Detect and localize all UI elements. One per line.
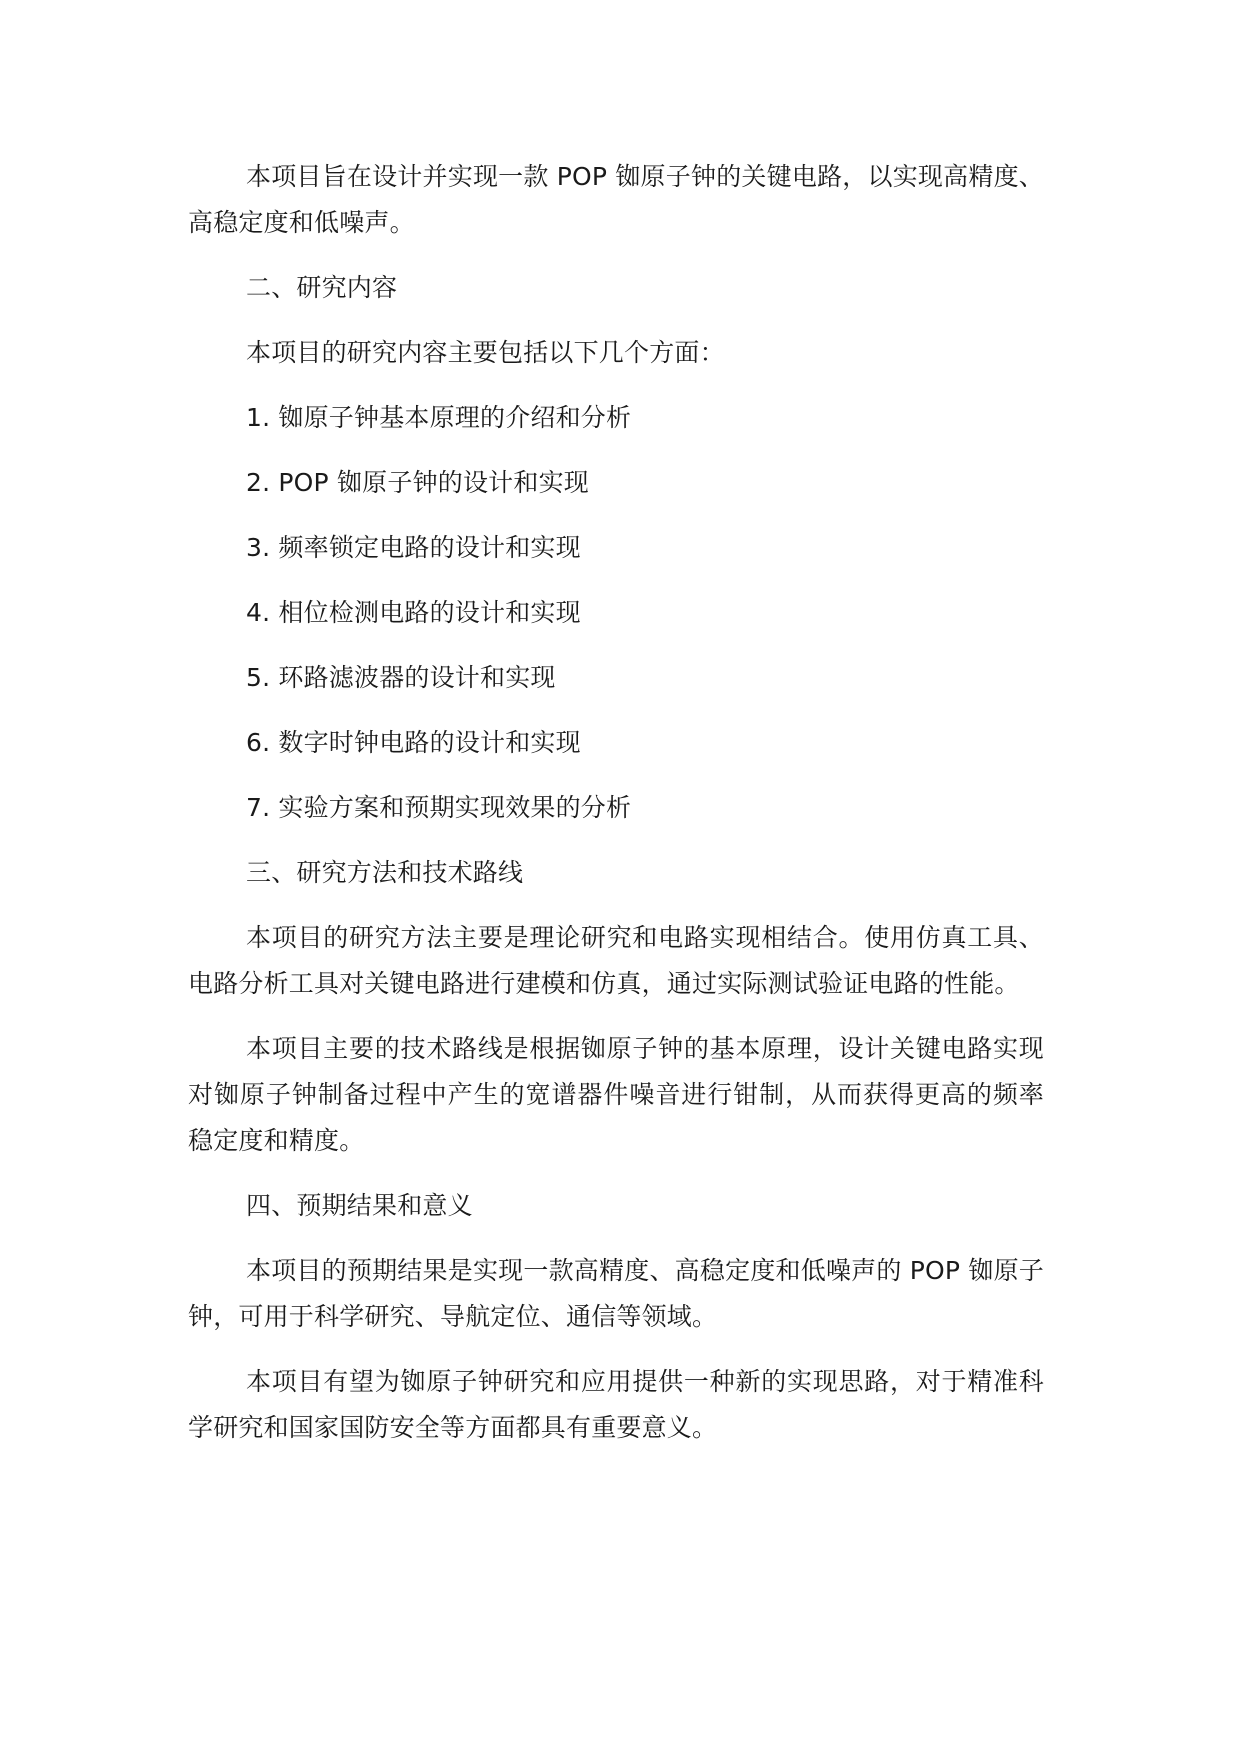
list-item-6: 6. 数字时钟电路的设计和实现: [246, 728, 581, 757]
list-item-1: 1. 铷原子钟基本原理的介绍和分析: [246, 403, 632, 432]
list-item-2: 2. POP 铷原子钟的设计和实现: [246, 468, 589, 497]
paragraph-methods: 本项目的研究方法主要是理论研究和电路实现相结合。使用仿真工具、电路分析工具对关键电路进行建模和仿真，通过实际测试验证电路的性能。: [188, 923, 1044, 998]
list-item-3: 3. 频率锁定电路的设计和实现: [246, 533, 581, 562]
heading-expected-results: 四、预期结果和意义: [246, 1191, 473, 1220]
list-item-5: 5. 环路滤波器的设计和实现: [246, 663, 556, 692]
heading-research-content: 二、研究内容: [246, 273, 398, 302]
paragraph-technical-route: 本项目主要的技术路线是根据铷原子钟的基本原理，设计关键电路实现对铷原子钟制备过程中产生的宽谱器件噪音进行钳制，从而获得更高的频率稳定度和精度。: [188, 1034, 1044, 1155]
list-item-7: 7. 实验方案和预期实现效果的分析: [246, 793, 632, 822]
paragraph-significance: 本项目有望为铷原子钟研究和应用提供一种新的实现思路，对于精准科学研究和国家国防安全等方面都具有重要意义。: [188, 1367, 1044, 1442]
heading-methods: 三、研究方法和技术路线: [246, 858, 524, 887]
paragraph-project-goal: 本项目旨在设计并实现一款 POP 铷原子钟的关键电路，以实现高精度、高稳定度和低噪声。: [188, 162, 1044, 237]
document-body: [188, 154, 1044, 1451]
list-item-4: 4. 相位检测电路的设计和实现: [246, 598, 581, 627]
paragraph-research-intro: 本项目的研究内容主要包括以下几个方面：: [246, 338, 725, 367]
paragraph-expected-results: 本项目的预期结果是实现一款高精度、高稳定度和低噪声的 POP 铷原子钟，可用于科学研究、导航定位、通信等领域。: [188, 1256, 1044, 1331]
